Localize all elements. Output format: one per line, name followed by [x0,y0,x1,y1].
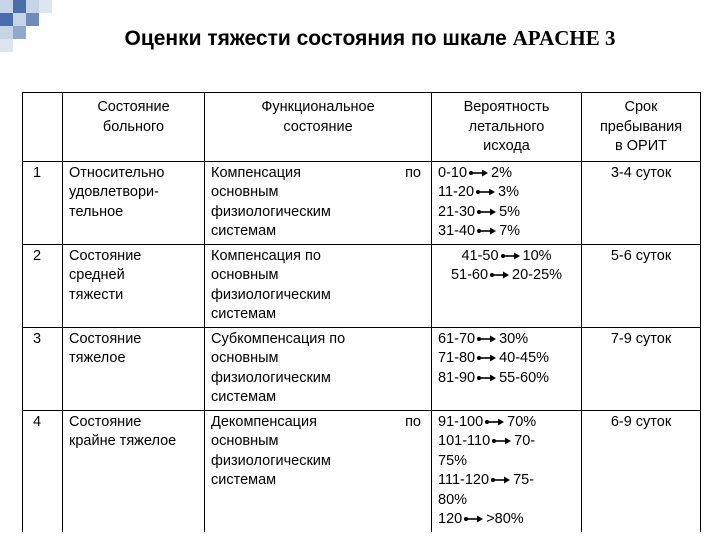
cell-line: физиологическим [211,286,331,303]
cell-line: удовлетвори- [69,184,159,200]
preposition-po: по [405,164,421,181]
probability-line [438,266,575,286]
patient-state-cell [63,410,205,532]
header-number [23,93,63,162]
score-range: 0-10 [438,164,468,181]
table-row [23,410,701,532]
score-range: 31-40 [438,223,476,239]
score-range: 51-60 [450,267,489,283]
header-mortality-probability [432,93,582,162]
cell-line: Декомпенсация [211,413,317,430]
probability-line [438,413,575,433]
cell-line: физиологическим [211,203,331,220]
cell-line: тяжести [69,286,124,303]
header-line: состояние [283,118,353,135]
cell-line: средней [69,267,125,283]
patient-state-cell [63,161,205,244]
icu-stay-cell: 6-9 суток [582,410,701,532]
probability-continuation: 75% [438,452,468,469]
row-number: 2 [23,244,63,327]
right-arrow-icon [491,436,513,446]
cell-line: Относительно [69,164,165,181]
cell-line: тяжелое [69,350,126,366]
functional-state-cell [205,161,432,244]
mortality-value: 10% [522,247,552,264]
right-arrow-icon [468,168,490,178]
table-header-row [23,93,701,162]
probability-cell [432,410,582,532]
cell-line: Состояние [69,247,142,264]
probability-line [438,471,575,491]
score-range: 91-100 [438,413,484,430]
header-functional-state [205,93,432,162]
header-patient-state [63,93,205,162]
header-line: Срок [624,99,658,115]
patient-state-cell [63,244,205,327]
right-arrow-icon [476,226,498,236]
cell-line: Состояние [69,413,142,430]
score-range: 11-20 [438,184,475,200]
probability-line [438,349,575,369]
probability-line [438,432,575,452]
cell-line: физиологическим [211,369,331,386]
corner-decoration [0,0,60,50]
table-row [23,161,701,244]
functional-state-cell [205,327,432,410]
right-arrow-icon [463,514,485,524]
header-line: в ОРИТ [615,138,667,154]
right-arrow-icon [476,353,498,363]
icu-stay-cell: 7-9 суток [582,327,701,410]
score-range: 41-50 [461,247,499,264]
probability-line [438,247,575,267]
score-range: 21-30 [438,203,476,220]
probability-cell [432,244,582,327]
mortality-value: 20-25% [512,267,563,283]
probability-cell [432,327,582,410]
score-range: 101-110 [438,433,491,449]
cell-line: Компенсация по [211,247,321,264]
right-arrow-icon [476,207,498,217]
probability-line [438,183,575,203]
probability-cell [432,161,582,244]
header-line: пребывания [599,118,683,135]
probability-line [438,203,575,223]
mortality-value: 40-45% [499,350,550,366]
cell-line: системам [211,389,277,405]
table-row [23,244,701,327]
right-arrow-icon [484,417,506,427]
row-number: 1 [23,161,63,244]
right-arrow-icon [489,270,511,280]
mortality-value: 3% [498,184,519,200]
right-arrow-icon [500,251,522,261]
icu-stay-cell: 3-4 суток [582,161,701,244]
score-range: 71-80 [438,350,476,366]
mortality-value: 7% [499,223,521,239]
mortality-value: 30% [499,330,529,347]
probability-line [438,222,575,242]
mortality-value: 70- [514,433,536,449]
score-range: 111-120 [438,472,490,488]
mortality-value: >80% [486,511,524,527]
score-range: 61-70 [438,330,476,347]
cell-line: системам [211,223,277,239]
score-range: 120 [438,511,463,527]
header-line: летального [468,118,545,135]
mortality-value: 75- [513,472,535,488]
header-line: Вероятность [463,99,550,115]
row-number: 4 [23,410,63,532]
header-line: исхода [483,138,530,154]
cell-line: основным [211,267,279,283]
score-range: 81-90 [438,369,476,386]
header-line: Функциональное [261,99,375,115]
mortality-value: 5% [499,203,521,220]
cell-line: основным [211,433,279,449]
icu-stay-cell: 5-6 суток [582,244,701,327]
header-line: Состояние [97,99,170,115]
probability-line [438,510,575,530]
header-icu-stay [582,93,701,162]
cell-line: тельное [69,203,124,220]
page-title [60,26,680,51]
cell-line: Субкомпенсация по [211,330,346,347]
right-arrow-icon [475,187,497,197]
right-arrow-icon [476,334,498,344]
title-abbreviation: APACHE 3 [512,26,616,50]
functional-state-cell [205,410,432,532]
cell-line: основным [211,184,279,200]
mortality-value: 70% [507,413,537,430]
right-arrow-icon [476,373,498,383]
cell-line: системам [211,306,277,322]
row-number: 3 [23,327,63,410]
probability-line [438,369,575,389]
mortality-value: 55-60% [499,369,550,386]
cell-line: основным [211,350,279,366]
cell-line: системам [211,472,277,488]
title-text: Оценки тяжести состояния по шкале [124,27,507,50]
functional-state-cell [205,244,432,327]
preposition-po: по [405,413,421,430]
severity-table [22,92,701,532]
right-arrow-icon [490,475,512,485]
cell-line: Компенсация [211,164,301,181]
cell-line: физиологическим [211,452,331,469]
header-line: больного [102,118,165,135]
probability-continuation: 80% [438,491,468,508]
patient-state-cell [63,327,205,410]
cell-line: Состояние [69,330,142,347]
cell-line: крайне тяжелое [69,433,177,449]
table-row [23,327,701,410]
probability-line [438,330,575,350]
probability-line [438,164,575,184]
mortality-value: 2% [491,164,512,181]
